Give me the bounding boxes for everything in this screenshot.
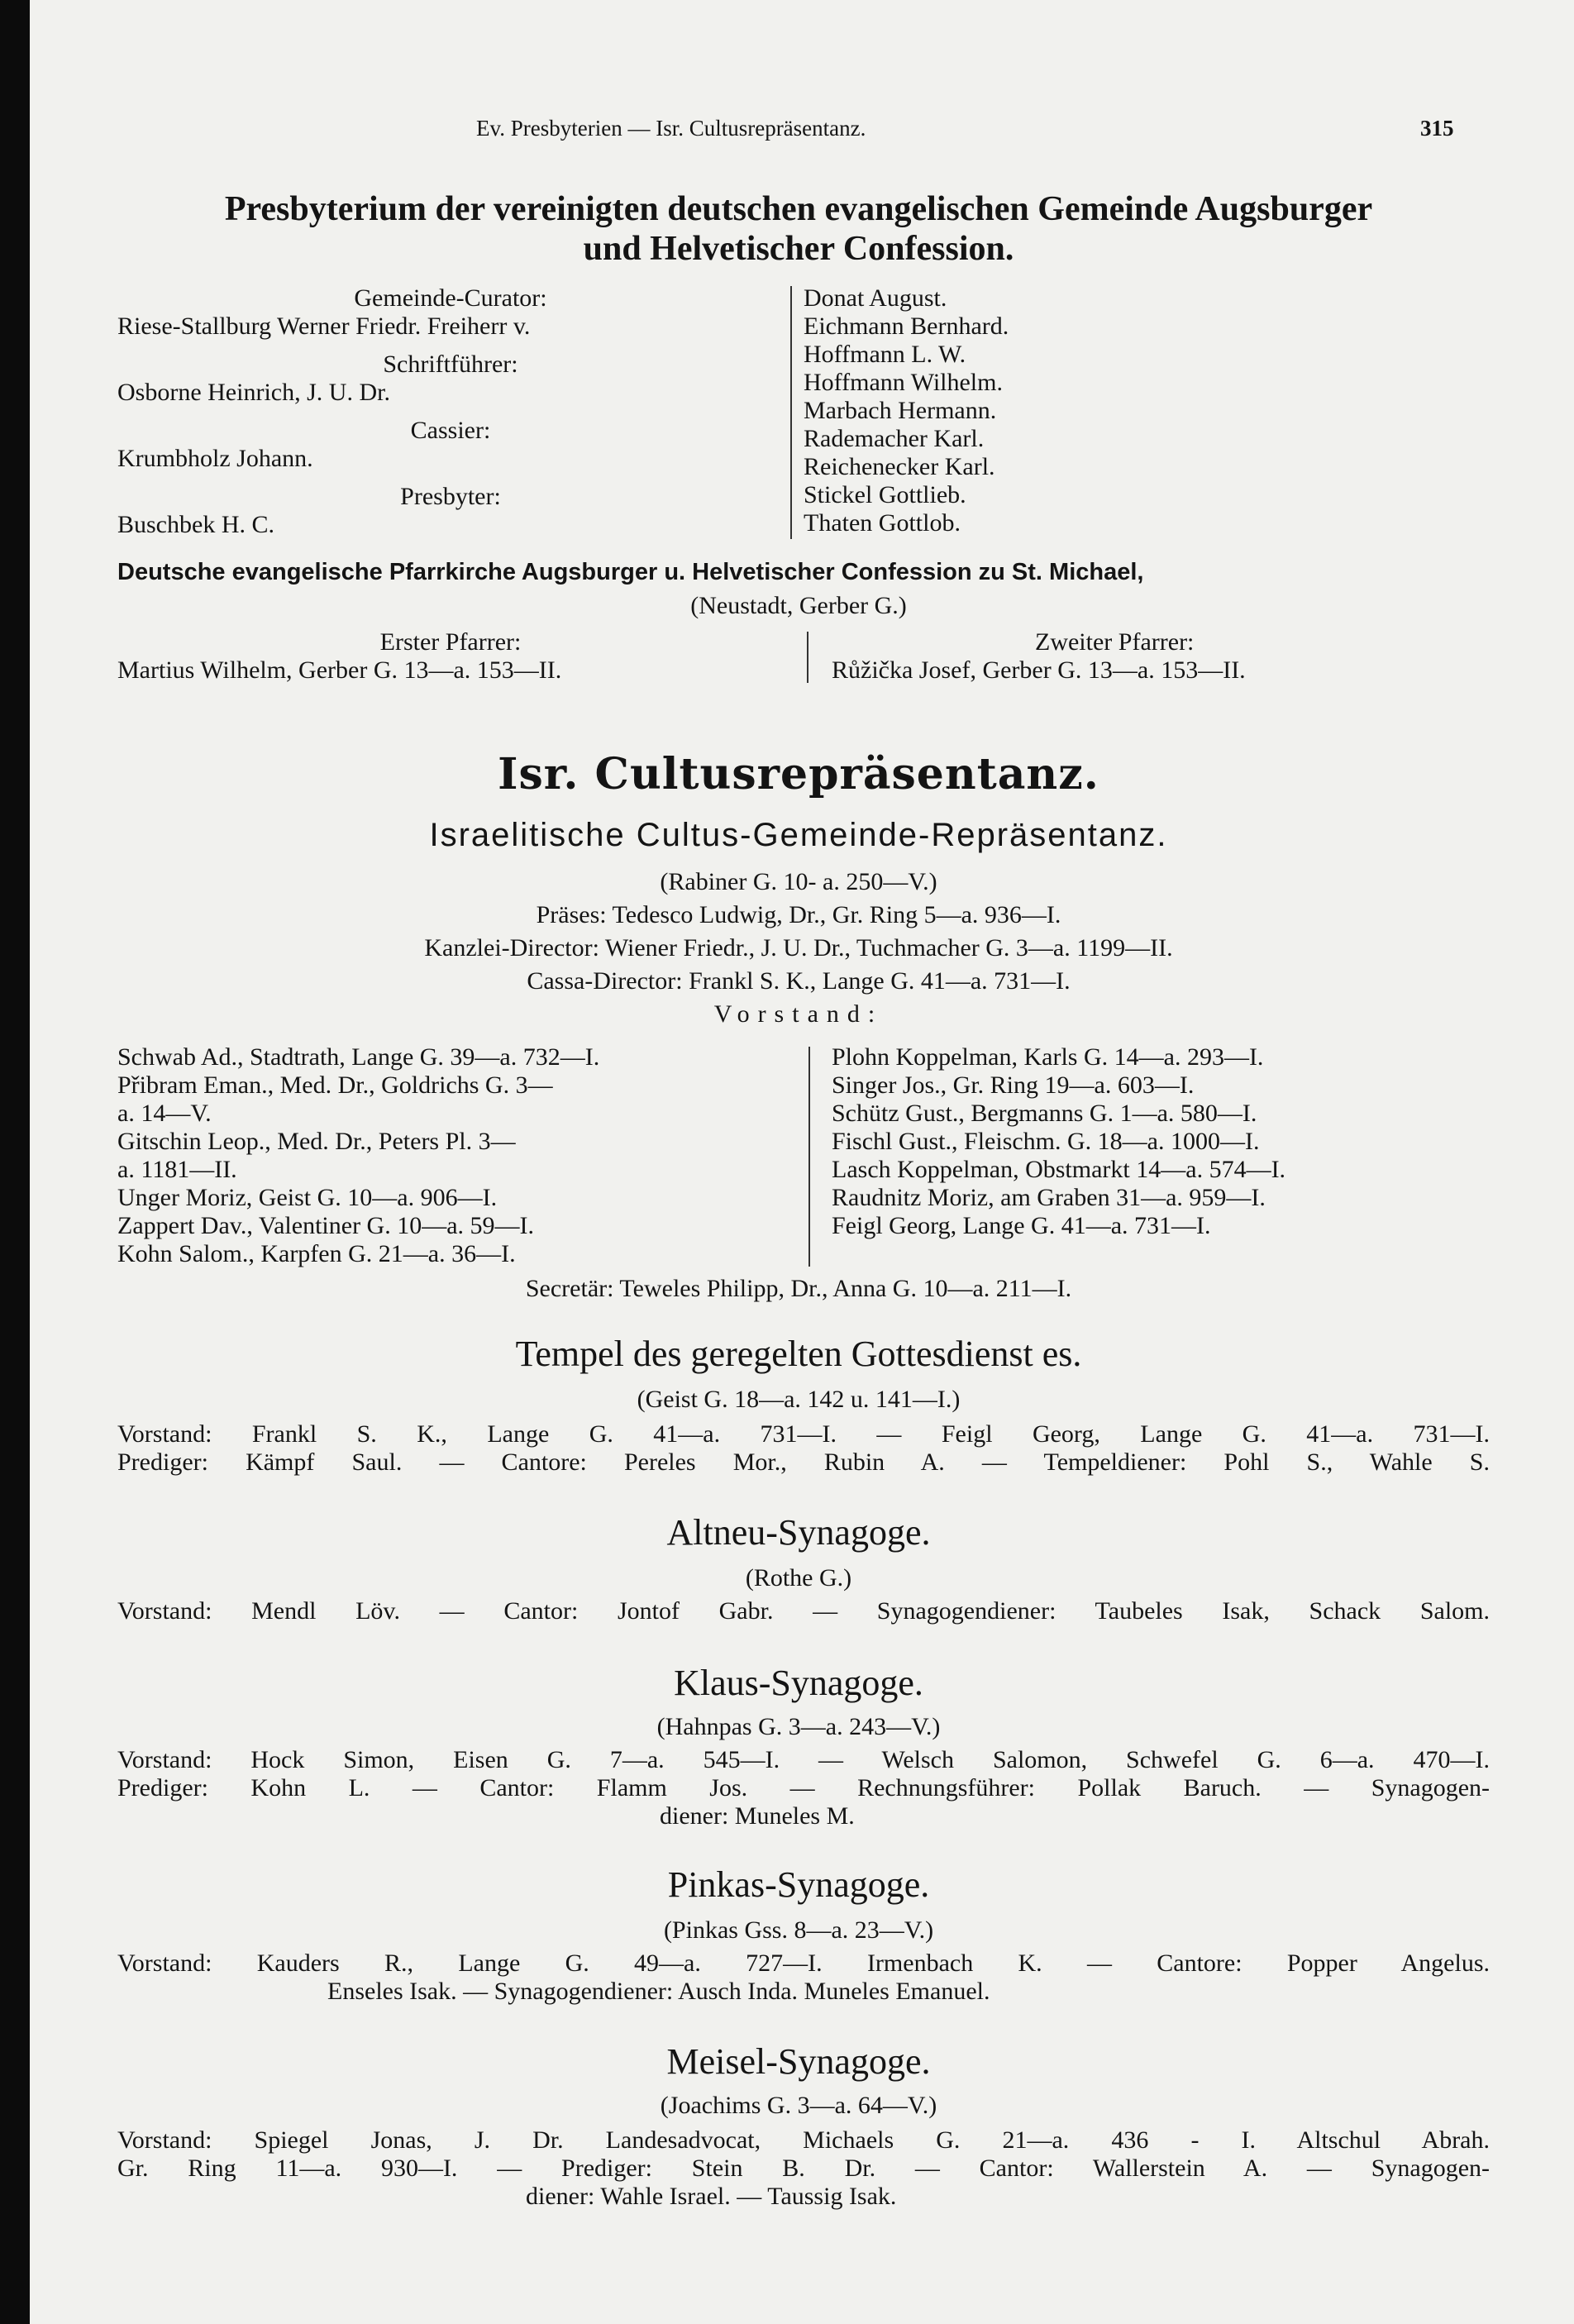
pfarrkirche-address: (Neustadt, Gerber G.) bbox=[690, 592, 907, 619]
pinkas-title: Pinkas-Synagoge. bbox=[667, 1864, 930, 1905]
cultus-secretary: Secretär: Teweles Philipp, Dr., Anna G. 10—a. 211—I. bbox=[525, 1275, 1072, 1302]
vorstand-member: Fischl Gust., Fleischm. G. 18—a. 1000—I. bbox=[832, 1128, 1260, 1155]
tempel-line: Vorstand: Frankl S. K., Lange G. 41—a. 731—I. — Feigl Georg, Lange G. 41—a. 731—I. bbox=[117, 1420, 1490, 1448]
cultus-vorstand-label: Vorstand: bbox=[713, 1000, 884, 1028]
vorstand-member: Přibram Eman., Med. Dr., Goldrichs G. 3— bbox=[117, 1071, 553, 1099]
vorstand-member-cont: a. 14—V. bbox=[117, 1100, 212, 1127]
meisel-line: Vorstand: Spiegel Jonas, J. Dr. Landesadvocat, Michaels G. 21—a. 436 - I. Altschul Abrah. bbox=[117, 2126, 1490, 2154]
label-erster-pfarrer: Erster Pfarrer: bbox=[379, 628, 522, 656]
presbyter-name: Marbach Hermann. bbox=[804, 397, 997, 424]
cultus-kanzlei-director: Kanzlei-Director: Wiener Friedr., J. U. Dr., Tuchmacher G. 3—a. 1199—II. bbox=[424, 934, 1173, 962]
column-divider bbox=[808, 1047, 810, 1267]
presbyter-name: Hoffmann Wilhelm. bbox=[804, 369, 1003, 396]
presbyterium-title-line2: und Helvetischer Confession. bbox=[583, 230, 1014, 268]
page-number: 315 bbox=[1420, 116, 1454, 141]
pinkas-line: Vorstand: Kauders R., Lange G. 49—a. 727—I. Irmenbach K. — Cantore: Popper Angelus. bbox=[117, 1949, 1490, 1977]
entry-cassier: Krumbholz Johann. bbox=[117, 445, 313, 472]
vorstand-member-cont: a. 1181—II. bbox=[117, 1156, 237, 1183]
klaus-title: Klaus-Synagoge. bbox=[674, 1663, 923, 1703]
altneu-title: Altneu-Synagoge. bbox=[666, 1512, 931, 1553]
running-title: Ev. Presbyterien — Isr. Cultusrepräsentanz. bbox=[476, 116, 866, 141]
presbyter-name: Rademacher Karl. bbox=[804, 425, 985, 452]
label-presbyter: Presbyter: bbox=[400, 483, 501, 510]
document-page bbox=[30, 0, 1574, 2324]
vorstand-member: Raudnitz Moriz, am Graben 31—a. 959—I. bbox=[832, 1184, 1266, 1211]
label-cassier: Cassier: bbox=[410, 417, 491, 444]
vorstand-member: Schwab Ad., Stadtrath, Lange G. 39—a. 732—I. bbox=[117, 1043, 600, 1071]
label-zweiter-pfarrer: Zweiter Pfarrer: bbox=[1035, 628, 1195, 656]
vorstand-member: Zappert Dav., Valentiner G. 10—a. 59—I. bbox=[117, 1212, 535, 1239]
presbyter-name: Donat August. bbox=[804, 284, 947, 312]
vorstand-member: Kohn Salom., Karpfen G. 21—a. 36—I. bbox=[117, 1240, 516, 1267]
entry-presbyter: Buschbek H. C. bbox=[117, 511, 274, 538]
section-heading: Isr. Cultusrepräsentanz. bbox=[498, 749, 1099, 799]
meisel-address: (Joachims G. 3—a. 64—V.) bbox=[660, 2092, 937, 2119]
section-subheading: Israelitische Cultus-Gemeinde-Repräsentanz. bbox=[429, 817, 1168, 853]
klaus-line: Prediger: Kohn L. — Cantor: Flamm Jos. — Rechnungsführer: Pollak Baruch. — Synagogen- bbox=[117, 1774, 1490, 1801]
vorstand-member: Singer Jos., Gr. Ring 19—a. 603—I. bbox=[832, 1071, 1195, 1099]
vorstand-member: Schütz Gust., Bergmanns G. 1—a. 580—I. bbox=[832, 1100, 1257, 1127]
entry-erster-pfarrer: Martius Wilhelm, Gerber G. 13—a. 153—II. bbox=[117, 656, 562, 684]
meisel-line: diener: Wahle Israel. — Taussig Isak. bbox=[526, 2183, 897, 2210]
klaus-line: Vorstand: Hock Simon, Eisen G. 7—a. 545—I. — Welsch Salomon, Schwefel G. 6—a. 470—I. bbox=[117, 1746, 1490, 1773]
column-divider bbox=[807, 632, 808, 683]
altneu-line: Vorstand: Mendl Löv. — Cantor: Jontof Gabr. — Synagogendiener: Taubeles Isak, Schack Salom. bbox=[117, 1597, 1490, 1625]
column-divider bbox=[790, 286, 792, 539]
presbyter-name: Reichenecker Karl. bbox=[804, 453, 995, 480]
altneu-address: (Rothe G.) bbox=[745, 1564, 852, 1591]
klaus-address: (Hahnpas G. 3—a. 243—V.) bbox=[656, 1713, 941, 1740]
pinkas-line: Enseles Isak. — Synagogendiener: Ausch Inda. Muneles Emanuel. bbox=[327, 1978, 990, 2005]
entry-zweiter-pfarrer: Růžička Josef, Gerber G. 13—a. 153—II. bbox=[832, 656, 1246, 684]
label-curator: Gemeinde-Curator: bbox=[354, 284, 547, 312]
entry-schriftfuehrer: Osborne Heinrich, J. U. Dr. bbox=[117, 379, 390, 406]
meisel-title: Meisel-Synagoge. bbox=[666, 2041, 931, 2082]
vorstand-member: Feigl Georg, Lange G. 41—a. 731—I. bbox=[832, 1212, 1211, 1239]
label-schriftfuehrer: Schriftführer: bbox=[383, 351, 518, 378]
tempel-address: (Geist G. 18—a. 142 u. 141—I.) bbox=[637, 1386, 961, 1413]
presbyter-name: Hoffmann L. W. bbox=[804, 341, 966, 368]
meisel-line: Gr. Ring 11—a. 930—I. — Prediger: Stein B. Dr. — Cantor: Wallerstein A. — Synagogen- bbox=[117, 2155, 1490, 2182]
presbyter-name: Thaten Gottlob. bbox=[804, 509, 961, 537]
cultus-cassa-director: Cassa-Director: Frankl S. K., Lange G. 41—a. 731—I. bbox=[527, 967, 1071, 995]
vorstand-member: Plohn Koppelman, Karls G. 14—a. 293—I. bbox=[832, 1043, 1264, 1071]
tempel-line: Prediger: Kämpf Saul. — Cantore: Pereles Mor., Rubin A. — Tempeldiener: Pohl S., Wahle S. bbox=[117, 1448, 1490, 1476]
vorstand-member: Gitschin Leop., Med. Dr., Peters Pl. 3— bbox=[117, 1128, 516, 1155]
pinkas-address: (Pinkas Gss. 8—a. 23—V.) bbox=[663, 1916, 934, 1944]
vorstand-member: Unger Moriz, Geist G. 10—a. 906—I. bbox=[117, 1184, 498, 1211]
vorstand-member: Lasch Koppelman, Obstmarkt 14—a. 574—I. bbox=[832, 1156, 1286, 1183]
entry-curator: Riese-Stallburg Werner Friedr. Freiherr v. bbox=[117, 313, 531, 340]
pfarrkirche-title: Deutsche evangelische Pfarrkirche Augsburger u. Helvetischer Confession zu St. Michael, bbox=[117, 559, 1144, 585]
cultus-praeses: Präses: Tedesco Ludwig, Dr., Gr. Ring 5—a. 936—I. bbox=[536, 901, 1061, 928]
cultus-address: (Rabiner G. 10- a. 250—V.) bbox=[660, 868, 937, 895]
presbyter-name: Eichmann Bernhard. bbox=[804, 313, 1009, 340]
presbyterium-title-line1: Presbyterium der vereinigten deutschen evangelischen Gemeinde Augsburger bbox=[224, 190, 1373, 228]
klaus-line: diener: Muneles M. bbox=[660, 1802, 855, 1830]
presbyter-name: Stickel Gottlieb. bbox=[804, 481, 966, 508]
tempel-title: Tempel des geregelten Gottesdienst es. bbox=[515, 1334, 1082, 1374]
